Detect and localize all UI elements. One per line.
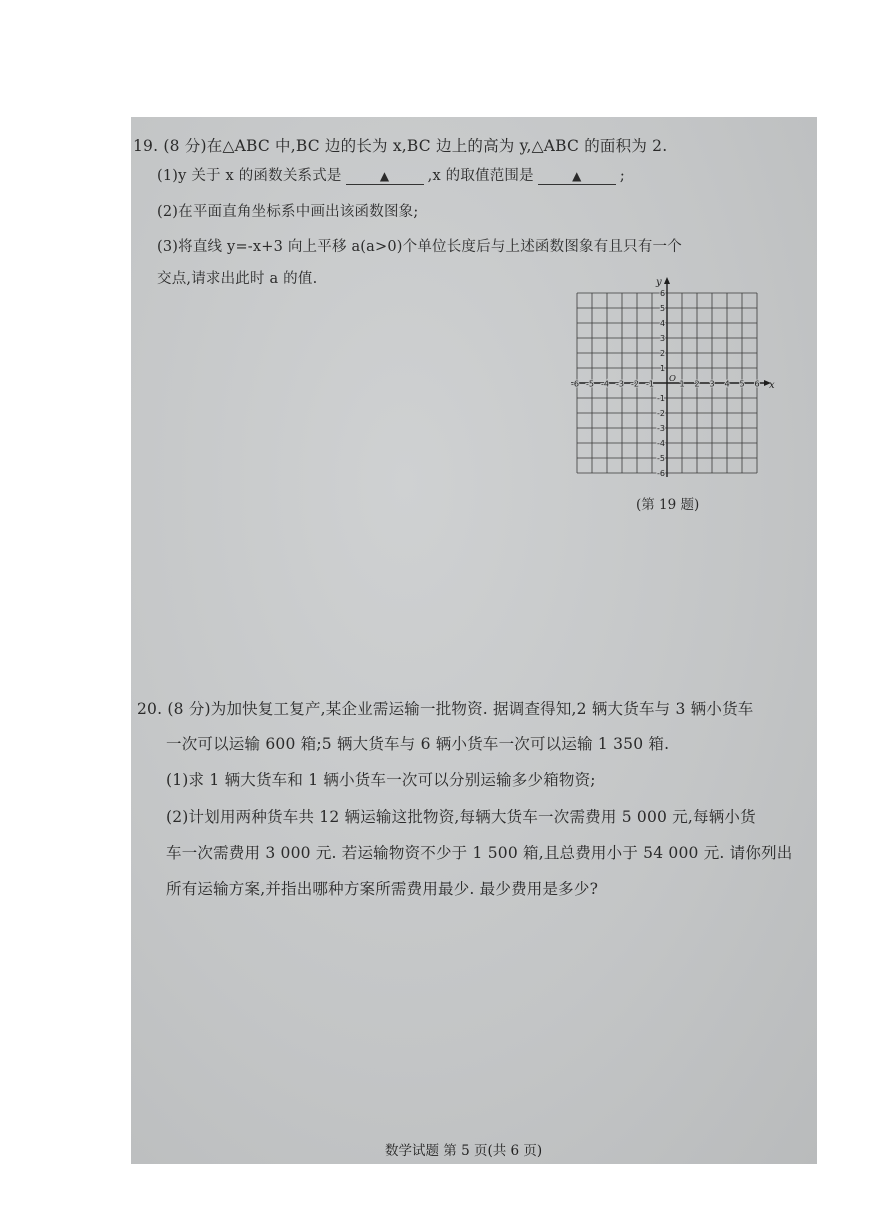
x-tick-label: 1 [679,379,685,389]
origin-label: O [669,374,676,384]
q20-part2-line2: 车一次需费用 3 000 元. 若运输物资不少于 1 500 箱,且总费用小于 54 000 元. 请你列出 [166,844,793,862]
x-axis-label: x [769,380,775,391]
x-tick-label: 4 [724,379,730,389]
x-tick-label: -4 [601,379,609,389]
y-tick-label: 4 [660,319,666,328]
q19-stem: 19. (8 分)在△ABC 中,BC 边的长为 x,BC 边上的高为 y,△ABC 的面积为 2. [133,137,668,155]
x-tick-label: -1 [646,379,654,389]
y-tick-label: -4 [657,439,665,448]
q19-part1-mid: ,x 的取值范围是 [427,168,534,184]
q19-part3-line2: 交点,请求出此时 a 的值. [157,271,318,287]
q19-part3-line1: (3)将直线 y=-x+3 向上平移 a(a>0)个单位长度后与上述函数图象有且只有一个 [157,239,682,255]
q20-part2-line1: (2)计划用两种货车共 12 辆运输这批物资,每辆大货车一次需费用 5 000 元,每辆小货 [166,808,756,826]
x-tick-label: 6 [754,379,760,389]
triangle-marker-icon: ▲ [379,169,390,183]
q20-part2-line3: 所有运输方案,并指出哪种方案所需费用最少. 最少费用是多少? [166,880,599,898]
y-tick-label: -1 [657,394,665,403]
figure-caption-19: (第 19 题) [636,497,700,513]
answer-blank-1 [346,168,424,185]
y-tick-label: 2 [660,349,666,358]
q20-part1: (1)求 1 辆大货车和 1 辆小货车一次可以分别运输多少箱物资; [166,771,596,789]
q19-part1-prefix: (1)y 关于 x 的函数关系式是 [157,168,342,184]
y-tick-label: 5 [660,304,666,313]
y-tick-label: 3 [660,334,666,343]
x-tick-label: -3 [616,379,624,389]
q20-line2: 一次可以运输 600 箱;5 辆大货车与 6 辆小货车一次可以运输 1 350 箱. [166,735,670,753]
x-tick-label: -5 [586,379,594,389]
y-tick-label: 1 [660,364,666,373]
scanned-page [131,117,817,1164]
x-tick-label: -2 [631,379,639,389]
y-axis-label: y [656,277,662,288]
y-tick-label: -6 [657,469,665,478]
y-axis-arrow-icon [664,277,670,284]
q19-part1-end: ; [619,168,625,184]
y-tick-label: -2 [657,409,665,418]
x-tick-label: 2 [694,379,700,389]
triangle-marker-icon: ▲ [572,169,582,183]
x-tick-label: -6 [571,379,579,389]
answer-blank-2 [538,168,616,185]
page-footer: 数学试题 第 5 页(共 6 页) [385,1143,543,1159]
y-tick-label: -3 [657,424,665,433]
y-tick-label: 6 [660,289,666,298]
x-tick-label: 3 [709,379,715,389]
q20-line1: 20. (8 分)为加快复工复产,某企业需运输一批物资. 据调查得知,2 辆大货车与 3 辆小货车 [137,700,754,718]
q19-part1 [157,164,625,185]
q19-part2: (2)在平面直角坐标系中画出该函数图象; [157,204,419,220]
y-tick-label: -5 [657,454,665,463]
coordinate-grid [567,275,787,485]
x-tick-label: 5 [739,379,745,389]
